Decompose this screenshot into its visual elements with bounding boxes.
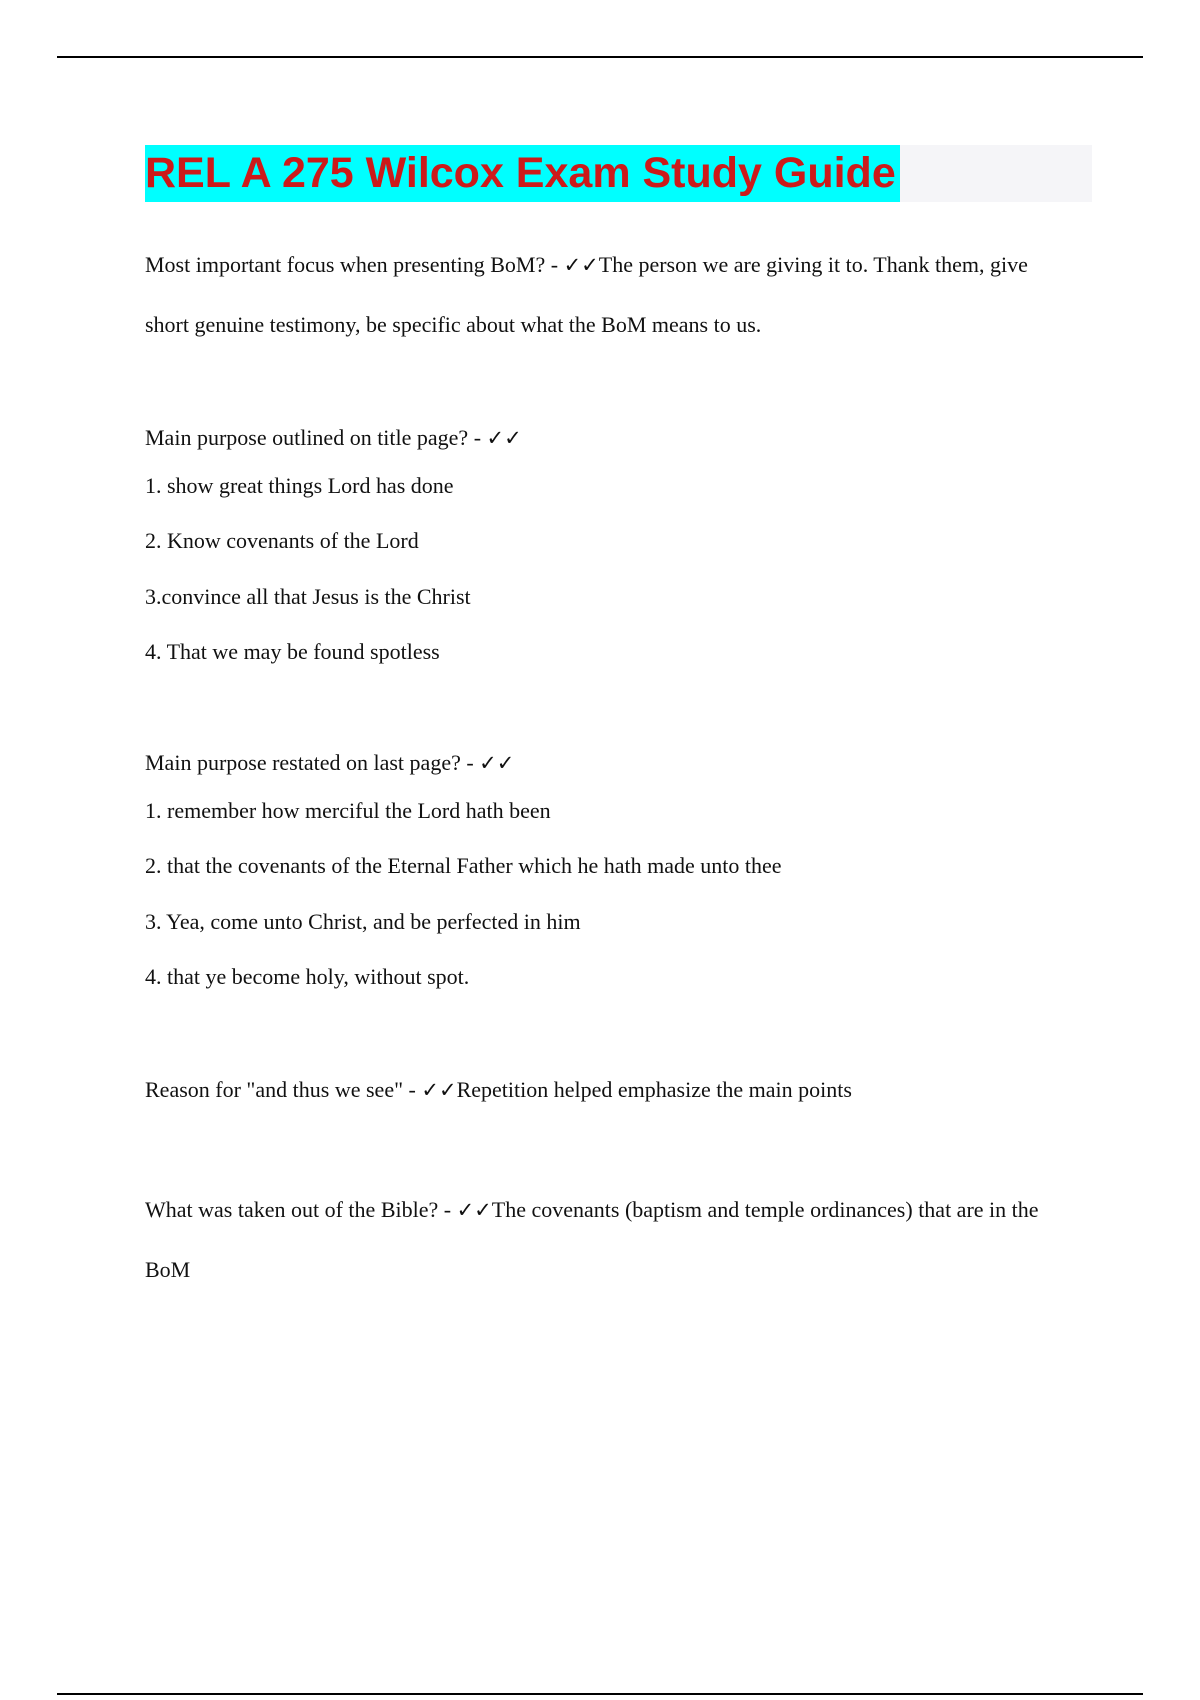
check-icon: ✓✓ — [421, 1078, 457, 1102]
check-icon: ✓✓ — [479, 751, 515, 775]
answer-list — [145, 800, 1075, 988]
question-text: Main purpose restated on last page? - — [145, 750, 480, 775]
top-rule — [57, 56, 1143, 58]
check-icon: ✓✓ — [563, 253, 599, 277]
title-banner — [145, 145, 1092, 202]
bottom-rule — [57, 1693, 1143, 1695]
question-text: Reason for "and thus we see" - — [145, 1077, 422, 1102]
qa-block — [145, 733, 1075, 793]
qa-block — [145, 1180, 1075, 1299]
check-icon: ✓✓ — [456, 1198, 492, 1222]
question-text: Most important focus when presenting BoM? - — [145, 252, 564, 277]
qa-block — [145, 1060, 1075, 1120]
check-icon: ✓✓ — [486, 426, 522, 450]
document-body — [145, 252, 1075, 1299]
list-item: 3.convince all that Jesus is the Christ — [145, 584, 471, 609]
list-item: 4. that ye become holy, without spot. — [145, 964, 470, 989]
answer-list — [145, 475, 1075, 663]
answer-text: Repetition helped emphasize the main points — [456, 1077, 852, 1102]
list-item: 2. Know covenants of the Lord — [145, 528, 419, 553]
list-item: 2. that the covenants of the Eternal Father which he hath made unto thee — [145, 853, 782, 878]
list-item: 1. remember how merciful the Lord hath been — [145, 798, 551, 823]
question-text: Main purpose outlined on title page? - — [145, 425, 487, 450]
qa-block — [145, 408, 1075, 468]
question-text: What was taken out of the Bible? - — [145, 1197, 457, 1222]
answer-text: The person we are giving it to. Thank them, give short genuine testimony, be specific about what the BoM means to us. — [145, 252, 1028, 337]
list-item: 1. show great things Lord has done — [145, 473, 454, 498]
list-item: 3. Yea, come unto Christ, and be perfected in him — [145, 909, 581, 934]
document-title: REL A 275 Wilcox Exam Study Guide — [145, 145, 900, 202]
answer-text: The covenants (baptism and temple ordinances) that are in the BoM — [145, 1197, 1039, 1282]
qa-block — [145, 235, 1075, 354]
list-item: 4. That we may be found spotless — [145, 639, 440, 664]
